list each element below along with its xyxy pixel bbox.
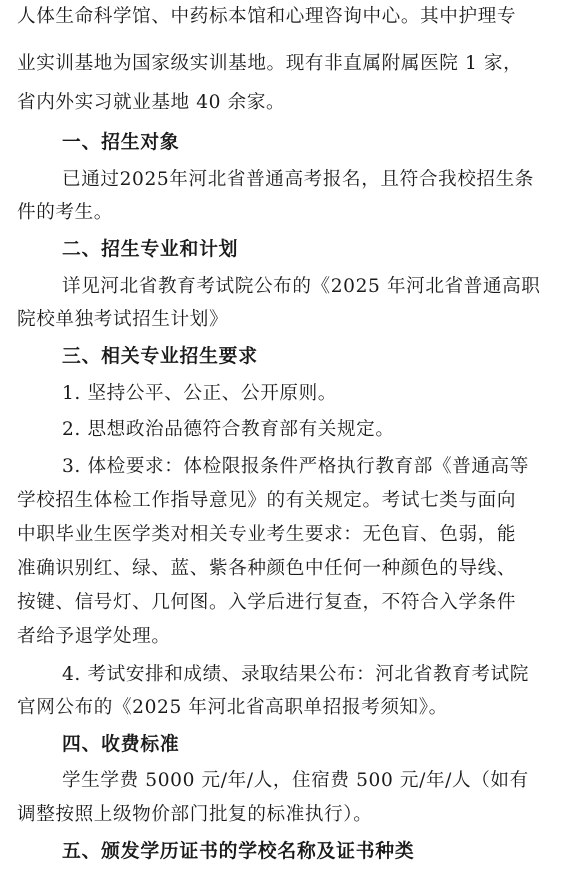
section-3-item-3-line-5: 按键、信号灯、几何图。入学后进行复查，不符合入学条件: [17, 592, 517, 613]
section-3-item-3-line-1: 3. 体检要求：体检限报条件严格执行教育部《普通高等: [62, 456, 529, 477]
section-3-heading: 三、相关专业招生要求: [62, 346, 258, 367]
section-4-heading: 四、收费标准: [62, 734, 180, 755]
intro-line-3: 省内外实习就业基地 40 余家。: [17, 92, 286, 113]
intro-line-1: 人体生命科学馆、中药标本馆和心理咨询中心。其中护理专: [17, 6, 517, 27]
section-2-heading: 二、招生专业和计划: [62, 239, 239, 260]
section-1-heading: 一、招生对象: [62, 132, 180, 153]
intro-line-2: 业实训基地为国家级实训基地。现有非直属附属医院 1 家，: [17, 53, 523, 74]
section-2-line-2: 院校单独考试招生计划》: [17, 309, 229, 330]
section-1-line-1: 已通过2025年河北省普通高考报名，且符合我校招生条: [62, 169, 534, 190]
section-2-line-1: 详见河北省教育考试院公布的《2025 年河北省普通高职: [62, 276, 541, 297]
section-5-heading: 五、颁发学历证书的学校名称及证书种类: [62, 841, 415, 862]
section-3-item-4-line-2: 官网公布的《2025 年河北省高职单招报考须知》。: [17, 697, 448, 718]
section-4-line-2: 调整按照上级物价部门批复的标准执行）。: [17, 804, 373, 825]
section-4-line-1: 学生学费 5000 元/年/人，住宿费 500 元/年/人（如有: [62, 770, 529, 791]
section-3-item-2: 2. 思想政治品德符合教育部有关规定。: [62, 419, 395, 440]
section-3-item-3-line-4: 准确识别红、绿、蓝、紫各种颜色中任何一种颜色的导线、: [17, 558, 517, 579]
section-3-item-4-line-1: 4. 考试安排和成绩、录取结果公布：河北省教育考试院: [62, 664, 529, 685]
section-3-item-3-line-2: 学校招生体检工作指导意见》的有关规定。考试七类与面向: [17, 490, 517, 511]
section-3-item-3-line-6: 者给予退学处理。: [17, 626, 171, 647]
section-3-item-1: 1. 坚持公平、公正、公开原则。: [62, 383, 337, 404]
section-1-line-2: 件的考生。: [17, 202, 113, 223]
section-3-item-3-line-3: 中职毕业生医学类对相关专业考生要求：无色盲、色弱，能: [17, 524, 517, 545]
